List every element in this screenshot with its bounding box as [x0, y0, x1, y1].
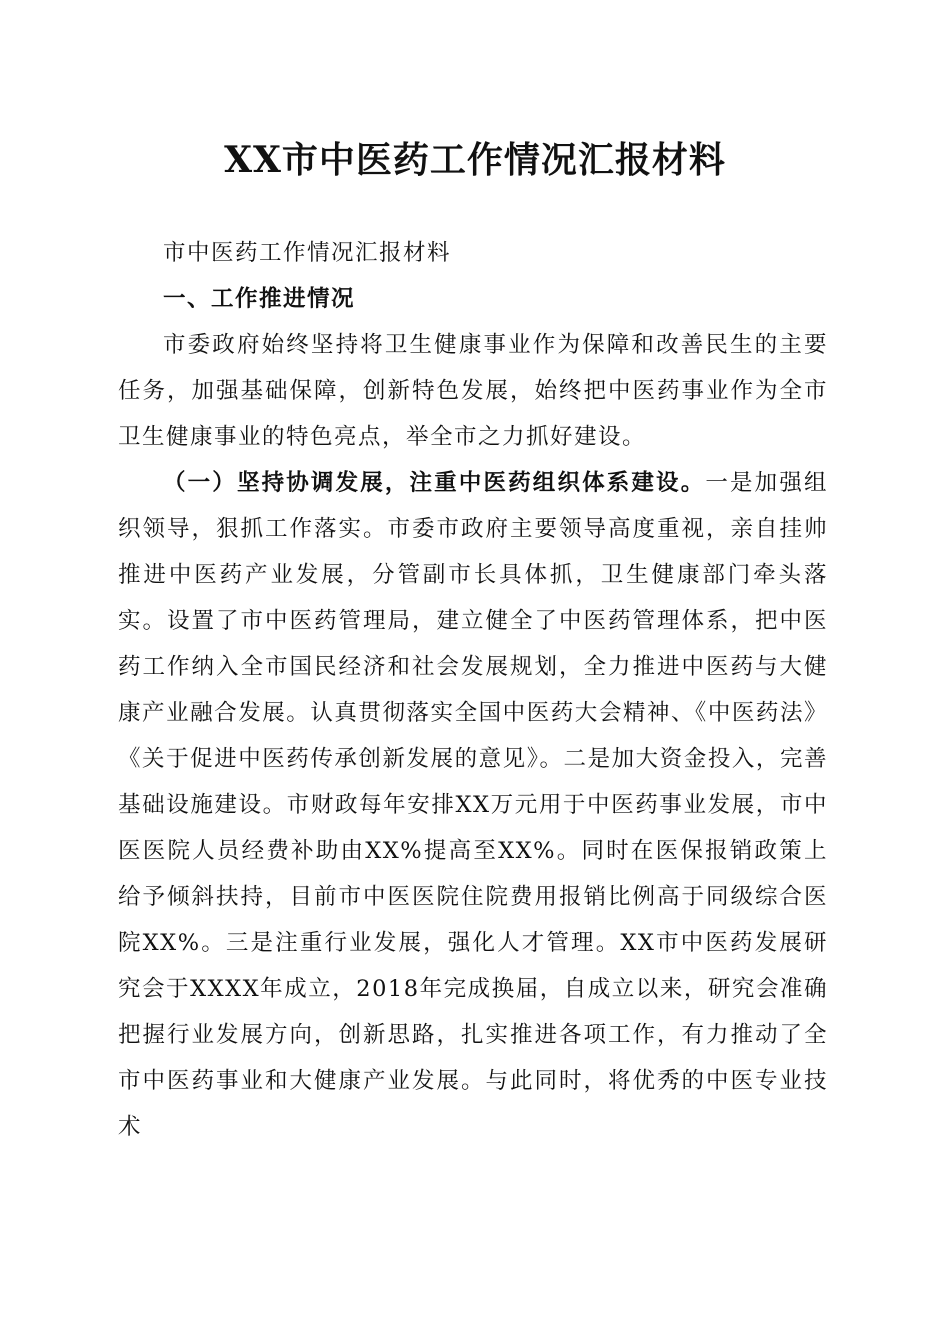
paragraph-2-lead: （一）坚持协调发展，注重中医药组织体系建设。 — [163, 470, 706, 496]
paragraph-2 — [118, 460, 828, 1150]
document-body — [118, 230, 828, 1150]
paragraph-2-body: 一是加强组织领导，狠抓工作落实。市委市政府主要领导高度重视，亲自挂帅推进中医药产业发展，分管副市长具体抓，卫生健康部门牵头落实。设置了市中医药管理局，建立健全了中医药管理体系，把中医药工作纳入全市国民经济和社会发展规划，全力推进中医药与大健康产业融合发展。认真贯彻落实全国中医药大会精神、《中医药法》《关于促进中医药传承创新发展的意见》。二是加大资金投入，完善基础设施建设。市财政每年安排XX万元用于中医药事业发展，市中医医院人员经费补助由XX%提高至XX%。同时在医保报销政策上给予倾斜扶持，目前市中医医院住院费用报销比例高于同级综合医院XX%。三是注重行业发展，强化人才管理。XX市中医药发展研究会于XXXX年成立，2018年完成换届，自成立以来，研究会准确把握行业发展方向，创新思路，扎实推进各项工作，有力推动了全市中医药事业和大健康产业发展。与此同时，将优秀的中医专业技术 — [118, 470, 828, 1140]
section-heading: 一、工作推进情况 — [163, 286, 356, 312]
paragraph-1: 市委政府始终坚持将卫生健康事业作为保障和改善民生的主要任务，加强基础保障，创新特色发展，始终把中医药事业作为全市卫生健康事业的特色亮点，举全市之力抓好建设。 — [118, 332, 828, 450]
document-title: XX市中医药工作情况汇报材料 — [224, 139, 726, 181]
document-subtitle: 市中医药工作情况汇报材料 — [163, 240, 452, 266]
